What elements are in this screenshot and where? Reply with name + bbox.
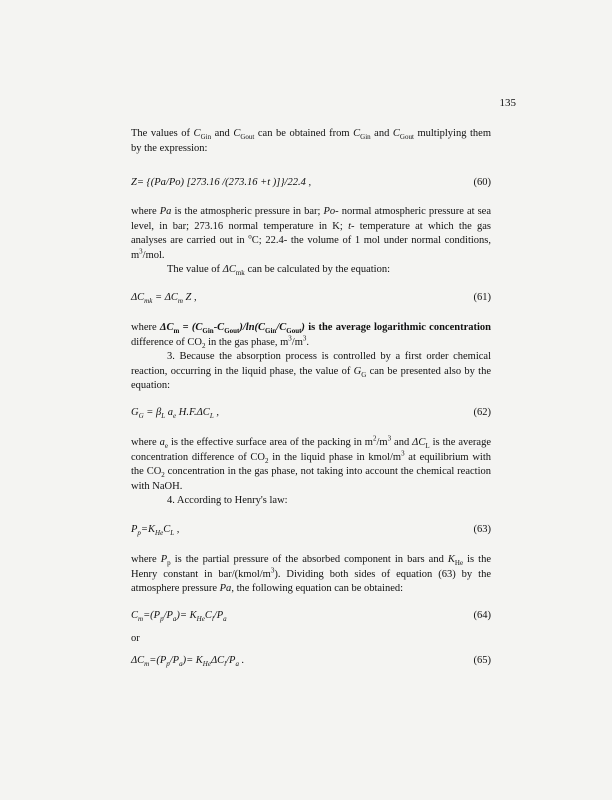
equation-64 [131, 610, 491, 624]
equation-65-expression: $\Delta C_m=(P_p/P_a)= K_{He}\Delta C_l/P_a$ . [131, 655, 245, 669]
paragraph-where-pa: where Pa is the atmospheric pressure in bar; Po- normal atmospheric pressure at sea level, in bar; 273.16 normal temperature in K; t- temperature at which the gas analyses are carried out in $^o$C; 22.4- the volume of 1 mol under normal conditions, $m^3$/mol. [131, 206, 492, 261]
paragraph-where-pp: where $P_p$ is the partial pressure of the absorbed component in bars and $K_{He}$ is the Henry constant in bar/$(kmol/m^3)$. Dividing both sides of equation (63) by the atmosphere pressure Pa, the following equation can be obtained: [131, 554, 491, 594]
paragraph-where-delta: where $\Delta C_m = (C_{Gin}-C_{Gout})/\ln(C_{Gin}/C_{Gout})$ is the average logarithmic concentration difference of $CO_2$ in the gas phase, $m^3/m^3$. [131, 322, 491, 350]
equation-61 [131, 292, 491, 306]
equation-60-number: (60) [473, 177, 491, 188]
equation-64-expression: $C_m=(P_p/P_a)= K_{He}C_l/P_a$ [131, 610, 227, 624]
equation-63-expression: $P_p=K_{He}C_L$ , [131, 524, 180, 538]
paragraph-item-3: 3. Because the absorption process is controlled by a first order chemical reaction, occurring in the liquid phase, the value of $G_G$ can be presented also by the equation: [131, 351, 491, 391]
paragraph-item-4: 4. According to Henry's law: [167, 495, 288, 506]
equation-61-number: (61) [473, 292, 491, 303]
or-word: or [131, 633, 140, 644]
equation-65 [131, 655, 491, 669]
equation-62-number: (62) [473, 407, 491, 418]
page-number: 135 [499, 97, 516, 109]
equation-62 [131, 407, 491, 421]
paragraph-where-ae: where $a_e$ is the effective surface area of the packing in $m^2/m^3$ and $\Delta C_L$ is the average concentration difference of $CO_2$ in the liquid phase in kmol/$m^3$ at equilibrium with the $CO_2$ concentration in the gas phase, not taking into account the chemical reaction with NaOH. [131, 434, 491, 492]
equation-63-number: (63) [473, 524, 491, 535]
equation-65-number: (65) [473, 655, 491, 666]
equation-63 [131, 524, 491, 538]
equation-60 [131, 177, 491, 188]
equation-61-expression: $\Delta C_{mk} = \Delta C_m$ Z , [131, 292, 197, 306]
paragraph-value-of: The value of $\Delta C_{mk}$ can be calculated by the equation: [167, 264, 390, 278]
equation-64-number: (64) [473, 610, 491, 621]
paragraph-intro: The values of $C_{Gin}$ and $C_{Gout}$ can be obtained from $C_{Gin}$ and $C_{Gout}$ multiplying them by the expression: [131, 128, 492, 154]
equation-62-expression: $G_G = \beta_L$ $a_e$ $H.F.\Delta C_L$ , [131, 407, 219, 421]
equation-60-expression: Z= {(Pa/Po) [273.16 /(273.16 +t )]}/22.4 , [131, 177, 312, 188]
